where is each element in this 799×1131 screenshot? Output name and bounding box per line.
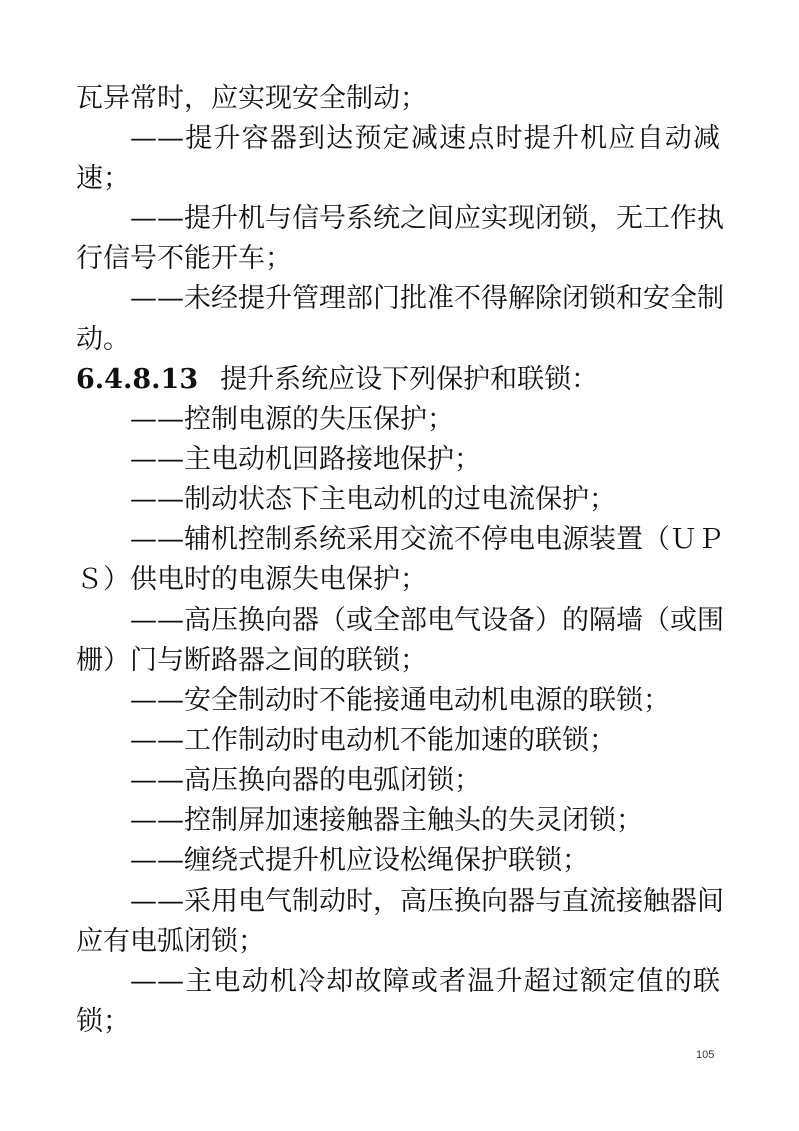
text-line-12: ——辅机控制系统采用交流不停电电源装置（ＵＰ — [130, 524, 724, 555]
clause-title: 提升系统应设下列保护和联锁： — [220, 364, 599, 395]
text-line-19: ——控制屏加速接触器主触头的失灵闭锁； — [130, 805, 643, 836]
page-number: 105 — [696, 1049, 715, 1061]
text-line-7: 动。 — [76, 324, 130, 355]
text-line-13: Ｓ）供电时的电源失电保护； — [76, 564, 427, 595]
text-line-21: ——采用电气制动时，高压换向器与直流接触器间 — [130, 886, 724, 917]
text-line-9: ——控制电源的失压保护； — [130, 404, 454, 435]
text-line-15: 栅）门与断路器之间的联锁； — [76, 645, 427, 676]
text-line-3: 速； — [76, 163, 130, 194]
text-line-4: ——提升机与信号系统之间应实现闭锁，无工作执 — [130, 203, 724, 234]
text-line-20: ——缠绕式提升机应设松绳保护联锁； — [130, 845, 589, 876]
text-line-23: ——主电动机冷却故障或者温升超过额定值的联 — [130, 966, 720, 997]
text-line-5: 行信号不能开车； — [76, 243, 292, 274]
text-line-1: 瓦异常时，应实现安全制动； — [76, 83, 427, 114]
text-line-24: 锁； — [76, 1006, 130, 1037]
text-line-14: ——高压换向器（或全部电气设备）的隔墙（或围 — [130, 605, 724, 636]
clause-number: 6.4.8.13 — [76, 364, 199, 395]
text-line-18: ——高压换向器的电弧闭锁； — [130, 765, 481, 796]
text-line-16: ——安全制动时不能接通电动机电源的联锁； — [130, 685, 670, 716]
text-line-17: ——工作制动时电动机不能加速的联锁； — [130, 725, 616, 756]
text-line-11: ——制动状态下主电动机的过电流保护； — [130, 484, 616, 515]
text-line-10: ——主电动机回路接地保护； — [130, 444, 481, 475]
text-line-2: ——提升容器到达预定减速点时提升机应自动减 — [130, 123, 720, 154]
text-line-6: ——未经提升管理部门批准不得解除闭锁和安全制 — [130, 283, 724, 314]
clause-heading — [76, 360, 598, 400]
text-line-22: 应有电弧闭锁； — [76, 926, 265, 957]
